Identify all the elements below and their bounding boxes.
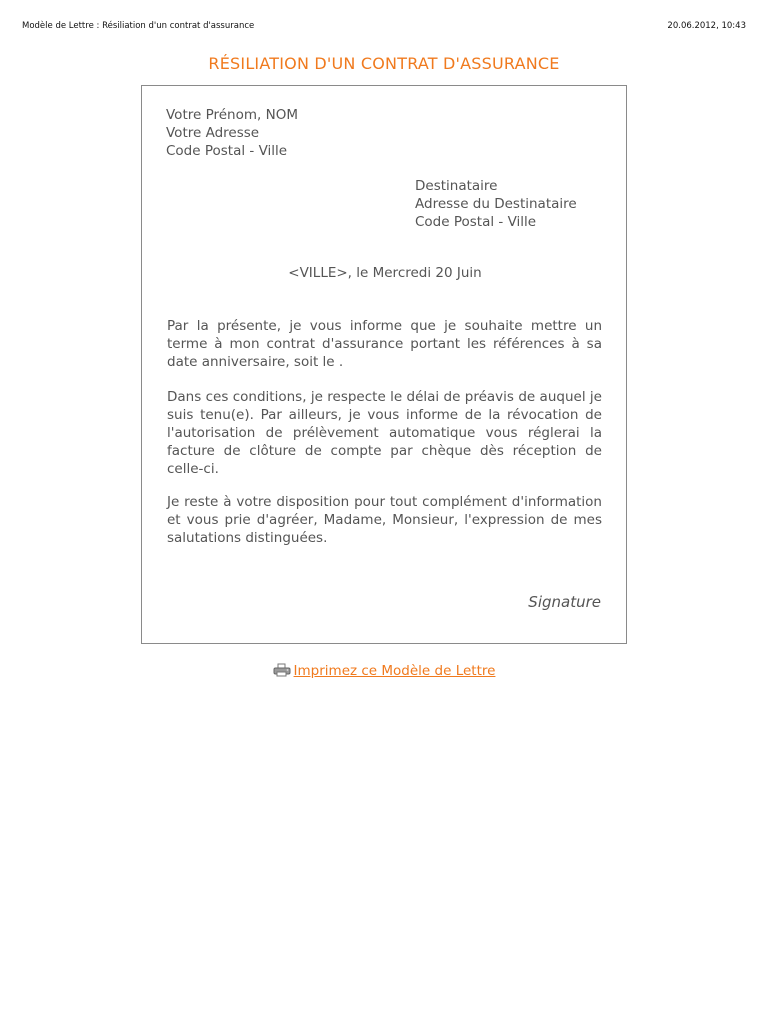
recipient-city: Code Postal - Ville: [415, 214, 537, 230]
date-line: <VILLE>, le Mercredi 20 Juin: [288, 265, 482, 281]
print-link-row: [0, 663, 768, 681]
print-letter-link[interactable]: Imprimez ce Modèle de Lettre: [293, 663, 496, 679]
recipient-name: Destinataire: [415, 178, 498, 194]
letter-paragraph: Dans ces conditions, je respecte le délai de préavis de auquel je suis tenu(e). Par ailleurs, je vous informe de la révocation de l'autorisation de prélèvement automatique vous réglerai la facture de clôture de compte par chèque dès réception de celle-ci.: [167, 389, 602, 477]
signature: Signature: [528, 593, 601, 611]
letter-paragraph: Par la présente, je vous informe que je souhaite mettre un terme à mon contrat d'assurance portant les références à sa date anniversaire, soit le .: [167, 318, 602, 370]
letter-paragraph: Je reste à votre disposition pour tout complément d'information et vous prie d'agréer, Madame, Monsieur, l'expression de mes salutations distinguées.: [167, 494, 602, 546]
print-header-datetime: 20.06.2012, 10:43: [667, 21, 746, 31]
print-header-title: Modèle de Lettre : Résiliation d'un contrat d'assurance: [22, 21, 255, 31]
sender-address: Votre Adresse: [166, 125, 260, 141]
printer-icon[interactable]: [273, 663, 291, 681]
recipient-address: Adresse du Destinataire: [415, 196, 577, 212]
letter-frame: [141, 85, 627, 644]
sender-city: Code Postal - Ville: [166, 143, 288, 159]
recipient-address-block: [415, 177, 577, 231]
sender-address-block: [166, 106, 298, 160]
page-title: RÉSILIATION D'UN CONTRAT D'ASSURANCE: [208, 54, 560, 73]
sender-name: Votre Prénom, NOM: [166, 107, 298, 123]
